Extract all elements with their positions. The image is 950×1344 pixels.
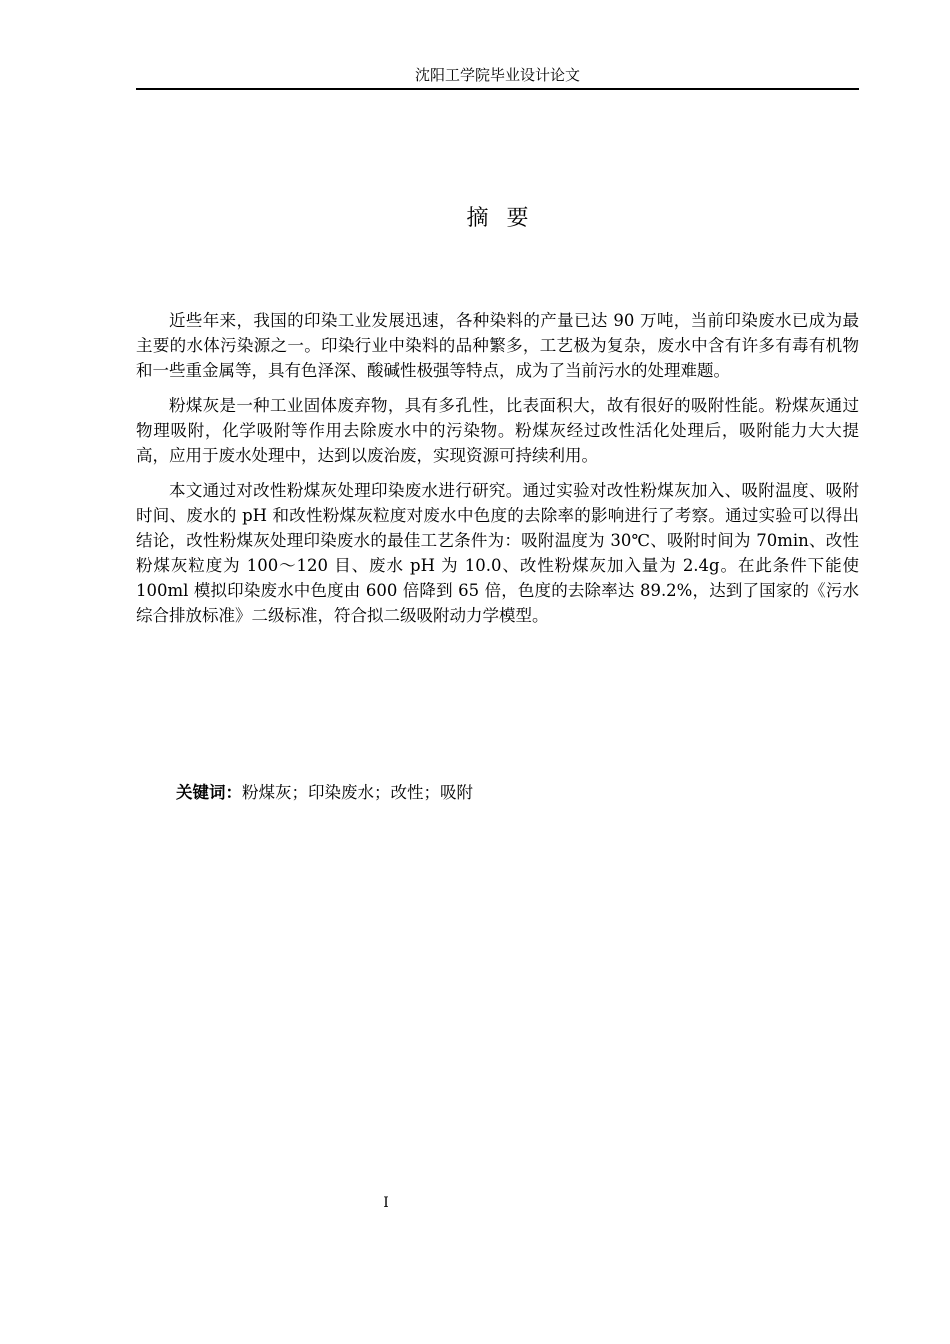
page-number: I — [383, 1195, 389, 1211]
keywords-line — [176, 780, 859, 805]
header-rule — [136, 88, 859, 90]
abstract-paragraph-3: 本文通过对改性粉煤灰处理印染废水进行研究。通过实验对改性粉煤灰加入、吸附温度、吸附时间、废水的 pH 和改性粉煤灰粒度对废水中色度的去除率的影响进行了考察。通过实验可以得出结论，改性粉煤灰处理印染废水的最佳工艺条件为：吸附温度为 30℃、吸附时间为 70min、改性粉煤灰粒度为 100～120 目、废水 pH 为 10.0、改性粉煤灰加入量为 2.4g。在此条件下能使 100ml 模拟印染废水中色度由 600 倍降到 65 倍，色度的去除率达 89.2%，达到了国家的《污水综合排放标准》二级标准，符合拟二级吸附动力学模型。 — [136, 481, 859, 625]
abstract-paragraph-2: 粉煤灰是一种工业固体废弃物，具有多孔性，比表面积大，故有很好的吸附性能。粉煤灰通过物理吸附，化学吸附等作用去除废水中的污染物。粉煤灰经过改性活化处理后，吸附能力大大提高，应用于废水处理中，达到以废治废，实现资源可持续利用。 — [136, 396, 859, 465]
abstract-paragraph-1: 近些年来，我国的印染工业发展迅速，各种染料的产量已达 90 万吨，当前印染废水已成为最主要的水体污染源之一。印染行业中染料的品种繁多，工艺极为复杂，废水中含有许多有毒有机物和一些重金属等，具有色泽深、酸碱性极强等特点，成为了当前污水的处理难题。 — [136, 311, 859, 380]
keywords-label: 关键词： — [176, 783, 242, 802]
abstract-body — [136, 308, 859, 638]
abstract-heading: 摘要 — [466, 206, 547, 231]
page-header: 沈阳工学院毕业设计论文 — [414, 66, 580, 84]
keywords-text: 粉煤灰；印染废水；改性；吸附 — [242, 783, 473, 802]
